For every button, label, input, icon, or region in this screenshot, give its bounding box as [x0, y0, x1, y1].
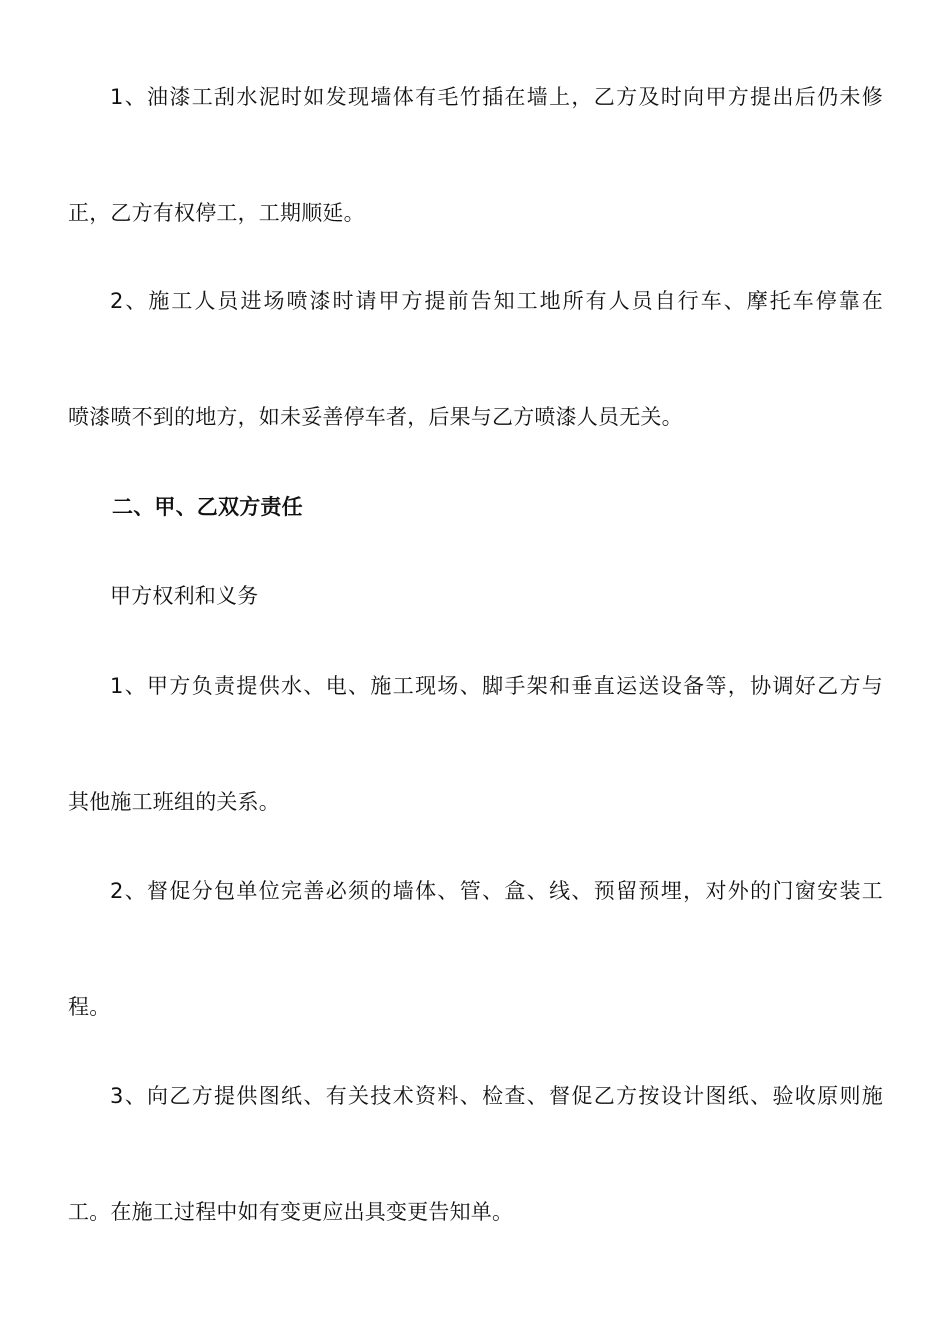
- subsection-heading: 甲方权利和义务: [110, 584, 259, 608]
- paragraph-1-line-2: 正，乙方有权停工，工期顺延。: [68, 201, 365, 225]
- paragraph-5-line-2: 工。在施工过程中如有变更应出具变更告知单。: [68, 1200, 514, 1224]
- paragraph-2-line-1: 2、施工人员进场喷漆时请甲方提前告知工地所有人员自行车、摩托车停靠在: [110, 289, 883, 313]
- paragraph-4-line-2: 程。: [68, 995, 111, 1019]
- paragraph-2-line-2: 喷漆喷不到的地方，如未妥善停车者，后果与乙方喷漆人员无关。: [68, 405, 683, 429]
- paragraph-1-line-1: 1、油漆工刮水泥时如发现墙体有毛竹插在墙上，乙方及时向甲方提出后仍未修: [110, 85, 883, 109]
- paragraph-5-line-1: 3、向乙方提供图纸、有关技术资料、检查、督促乙方按设计图纸、验收原则施: [110, 1084, 883, 1108]
- paragraph-3-line-2: 其他施工班组的关系。: [68, 790, 280, 814]
- paragraph-4-line-1: 2、督促分包单位完善必须的墙体、管、盒、线、预留预埋，对外的门窗安装工: [110, 879, 883, 903]
- section-heading: 二、甲、乙双方责任: [112, 495, 303, 519]
- paragraph-3-line-1: 1、甲方负责提供水、电、施工现场、脚手架和垂直运送设备等，协调好乙方与: [110, 674, 883, 698]
